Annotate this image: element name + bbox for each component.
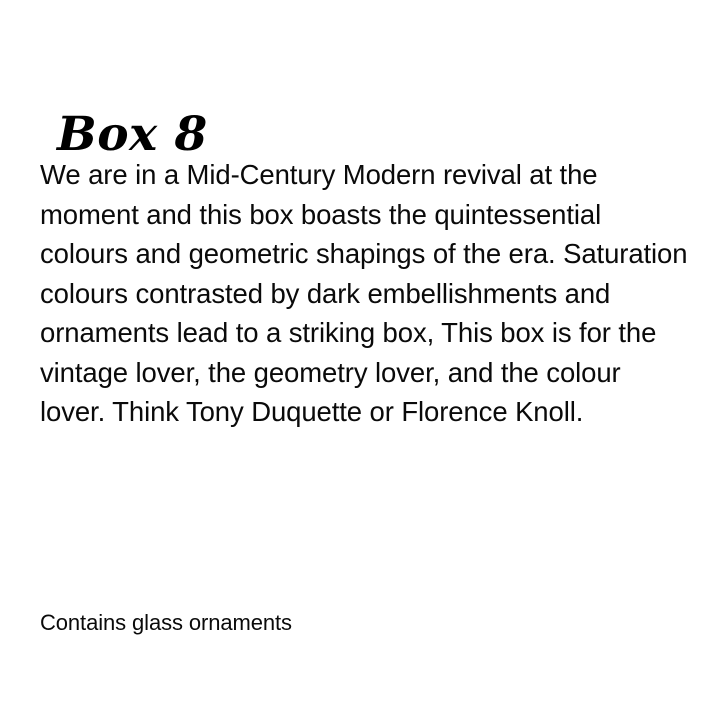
- page-title: Box 8: [57, 107, 208, 163]
- footnote-text: Contains glass ornaments: [40, 610, 292, 635]
- description-block: [40, 155, 690, 432]
- description-paragraph: We are in a Mid-Century Modern revival at the moment and this box boasts the quintessential colours and geometric shapings of the era. Saturation colours contrasted by dark embellishments and ornaments lead to a striking box, This box is for the vintage lover, the geometry lover, and the colour lover. Think Tony Duquette or Florence Knoll.: [40, 159, 688, 427]
